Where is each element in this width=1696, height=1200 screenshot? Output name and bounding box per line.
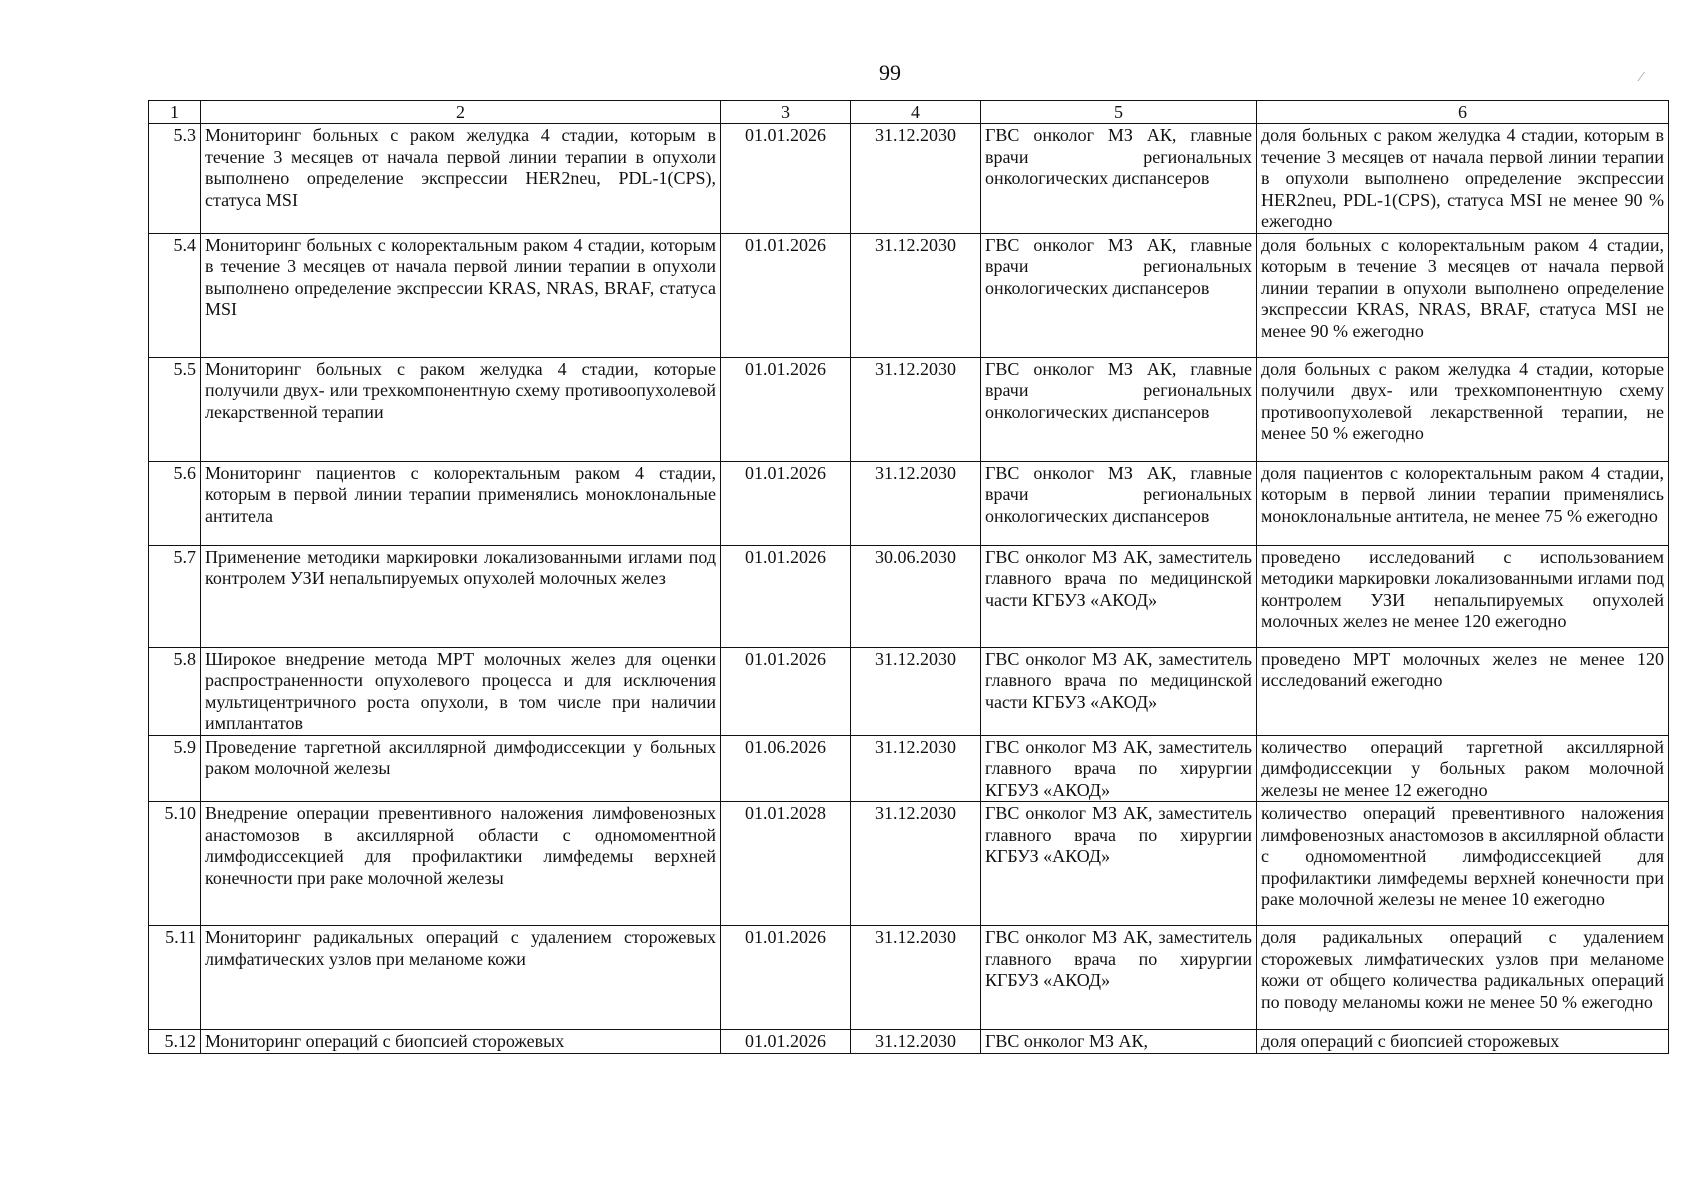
- table-row: [149, 735, 1669, 802]
- start-date: 01.01.2028: [721, 802, 851, 926]
- measure-description: Применение методики маркировки локализованными иглами под контролем УЗИ непальпируемых опухолей молочных желез: [201, 545, 721, 647]
- start-date: 01.01.2026: [721, 647, 851, 735]
- expected-result: доля радикальных операций с удалением сторожевых лимфатических узлов при меланоме кожи от общего количества радикальных операций по поводу меланомы кожи не менее 50 % ежегодно: [1257, 926, 1669, 1030]
- expected-result: проведено МРТ молочных желез не менее 120 исследований ежегодно: [1257, 647, 1669, 735]
- scan-mark: ⁄: [1640, 70, 1643, 85]
- row-number: 5.11: [149, 926, 201, 1030]
- table-row: [149, 647, 1669, 735]
- measure-description: Внедрение операции превентивного наложения лимфовенозных анастомозов в аксиллярной области с одномоментной лимфодиссекцией для профилактики лимфедемы верхней конечности при раке молочной железы: [201, 802, 721, 926]
- start-date: 01.01.2026: [721, 124, 851, 234]
- table-row: [149, 545, 1669, 647]
- row-number: 5.3: [149, 124, 201, 234]
- responsible: ГВС онколог МЗ АК, заместитель главного врача по хирургии КГБУЗ «АКОД»: [981, 802, 1257, 926]
- measures-table: [148, 100, 1669, 1054]
- responsible: ГВС онколог МЗ АК, главные врачи региональных онкологических диспансеров: [981, 461, 1257, 545]
- responsible: ГВС онколог МЗ АК, заместитель главного врача по хирургии КГБУЗ «АКОД»: [981, 926, 1257, 1030]
- measure-description: Широкое внедрение метода МРТ молочных желез для оценки распространенности опухолевого процесса и для исключения мультицентричного роста опухоли, в том числе при наличии имплантатов: [201, 647, 721, 735]
- row-number: 5.10: [149, 802, 201, 926]
- start-date: 01.01.2026: [721, 233, 851, 357]
- end-date: 31.12.2030: [851, 647, 981, 735]
- row-number: 5.7: [149, 545, 201, 647]
- responsible: ГВС онколог МЗ АК, главные врачи региональных онкологических диспансеров: [981, 124, 1257, 234]
- row-number: 5.4: [149, 233, 201, 357]
- start-date: 01.06.2026: [721, 735, 851, 802]
- measure-description: Мониторинг радикальных операций с удалением сторожевых лимфатических узлов при меланоме кожи: [201, 926, 721, 1030]
- end-date: 30.06.2030: [851, 545, 981, 647]
- row-number: 5.8: [149, 647, 201, 735]
- row-number: 5.9: [149, 735, 201, 802]
- page-number: 99: [879, 60, 901, 85]
- table-row: [149, 461, 1669, 545]
- end-date: 31.12.2030: [851, 461, 981, 545]
- responsible: ГВС онколог МЗ АК, главные врачи региональных онкологических диспансеров: [981, 233, 1257, 357]
- responsible: ГВС онколог МЗ АК,: [981, 1030, 1257, 1054]
- measure-description: Мониторинг больных с раком желудка 4 стадии, которые получили двух- или трехкомпонентную схему противоопухолевой лекарственной терапии: [201, 357, 721, 461]
- end-date: 31.12.2030: [851, 124, 981, 234]
- start-date: 01.01.2026: [721, 357, 851, 461]
- table-row: [149, 357, 1669, 461]
- expected-result: доля больных с колоректальным раком 4 стадии, которым в течение 3 месяцев от начала первой линии терапии в опухоли выполнено определение экспрессии KRAS, NRAS, BRAF, статуса MSI не менее 90 % ежегодно: [1257, 233, 1669, 357]
- expected-result: количество операций таргетной аксиллярной димфодиссекции у больных раком молочной железы не менее 12 ежегодно: [1257, 735, 1669, 802]
- expected-result: доля пациентов с колоректальным раком 4 стадии, которым в первой линии терапии применялись моноклональные антитела, не менее 75 % ежегодно: [1257, 461, 1669, 545]
- column-header: 1: [149, 101, 201, 124]
- measure-description: Мониторинг операций с биопсией сторожевых: [201, 1030, 721, 1054]
- measure-description: Мониторинг больных с раком желудка 4 стадии, которым в течение 3 месяцев от начала первой линии терапии в опухоли выполнено определение экспрессии HER2neu, PDL-1(CPS), статуса MSI: [201, 124, 721, 234]
- table-row: [149, 926, 1669, 1030]
- row-number: 5.6: [149, 461, 201, 545]
- column-header: 3: [721, 101, 851, 124]
- column-header: 5: [981, 101, 1257, 124]
- start-date: 01.01.2026: [721, 461, 851, 545]
- start-date: 01.01.2026: [721, 545, 851, 647]
- measure-description: Мониторинг пациентов с колоректальным раком 4 стадии, которым в первой линии терапии применялись моноклональные антитела: [201, 461, 721, 545]
- column-header: 2: [201, 101, 721, 124]
- table-row: [149, 1030, 1669, 1054]
- table-row: [149, 802, 1669, 926]
- expected-result: доля больных с раком желудка 4 стадии, которые получили двух- или трехкомпонентную схему противоопухолевой лекарственной терапии, не менее 50 % ежегодно: [1257, 357, 1669, 461]
- start-date: 01.01.2026: [721, 926, 851, 1030]
- table-row: [149, 233, 1669, 357]
- expected-result: количество операций превентивного наложения лимфовенозных анастомозов в аксиллярной области с одномоментной лимфодиссекцией для профилактики лимфедемы верхней конечности при раке молочной железы не менее 10 ежегодно: [1257, 802, 1669, 926]
- responsible: ГВС онколог МЗ АК, главные врачи региональных онкологических диспансеров: [981, 357, 1257, 461]
- expected-result: доля больных с раком желудка 4 стадии, которым в течение 3 месяцев от начала первой линии терапии в опухоли выполнено определение экспрессии HER2neu, PDL-1(CPS), статуса MSI не менее 90 % ежегодно: [1257, 124, 1669, 234]
- end-date: 31.12.2030: [851, 1030, 981, 1054]
- table-row: [149, 124, 1669, 234]
- end-date: 31.12.2030: [851, 926, 981, 1030]
- end-date: 31.12.2030: [851, 802, 981, 926]
- measure-description: Проведение таргетной аксиллярной димфодиссекции у больных раком молочной железы: [201, 735, 721, 802]
- expected-result: доля операций с биопсией сторожевых: [1257, 1030, 1669, 1054]
- column-header: 4: [851, 101, 981, 124]
- header-row: [149, 101, 1669, 124]
- responsible: ГВС онколог МЗ АК, заместитель главного врача по медицинской части КГБУЗ «АКОД»: [981, 647, 1257, 735]
- expected-result: проведено исследований с использованием методики маркировки локализованными иглами под контролем УЗИ непальпируемых опухолей молочных желез не менее 120 ежегодно: [1257, 545, 1669, 647]
- responsible: ГВС онколог МЗ АК, заместитель главного врача по хирургии КГБУЗ «АКОД»: [981, 735, 1257, 802]
- responsible: ГВС онколог МЗ АК, заместитель главного врача по медицинской части КГБУЗ «АКОД»: [981, 545, 1257, 647]
- end-date: 31.12.2030: [851, 233, 981, 357]
- row-number: 5.5: [149, 357, 201, 461]
- column-header: 6: [1257, 101, 1669, 124]
- row-number: 5.12: [149, 1030, 201, 1054]
- measure-description: Мониторинг больных с колоректальным раком 4 стадии, которым в течение 3 месяцев от начала первой линии терапии в опухоли выполнено определение экспрессии KRAS, NRAS, BRAF, статуса MSI: [201, 233, 721, 357]
- end-date: 31.12.2030: [851, 357, 981, 461]
- start-date: 01.01.2026: [721, 1030, 851, 1054]
- end-date: 31.12.2030: [851, 735, 981, 802]
